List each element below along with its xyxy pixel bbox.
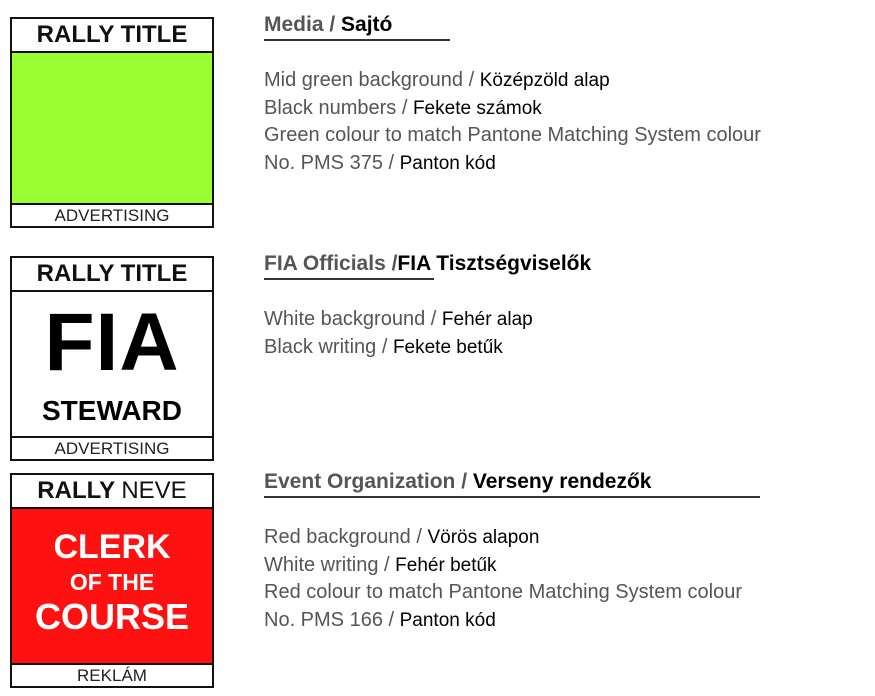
- clerk-badge: [10, 473, 214, 688]
- line-hu: Vörös alapon: [427, 527, 540, 548]
- heading-en: FIA Officials /: [264, 252, 398, 275]
- badge-top-en: RALLY: [37, 477, 115, 504]
- role-line-1: CLERK: [53, 528, 171, 566]
- description-line: [264, 524, 865, 552]
- heading-hu: FIA Tisztségviselők: [397, 252, 592, 275]
- white-panel: [12, 292, 212, 436]
- description-lines: [264, 67, 865, 177]
- description-lines: [264, 524, 865, 634]
- description-lines: [264, 306, 865, 361]
- role-line-2: OF THE: [69, 569, 155, 595]
- description-line: [264, 334, 865, 362]
- badge-top-label: RALLY TITLE: [12, 19, 212, 53]
- section-heading: [264, 12, 865, 38]
- role-line-3: COURSE: [34, 596, 190, 637]
- line-hu: Fehér betűk: [395, 554, 497, 576]
- fia-officials-section: [264, 251, 865, 361]
- role-label: STEWARD: [42, 395, 182, 426]
- description-line: [264, 95, 865, 123]
- line-en: White writing /: [264, 553, 390, 576]
- description-line: [264, 579, 865, 607]
- line-hu: Fekete számok: [412, 97, 542, 119]
- description-line: [264, 552, 865, 580]
- line-en: Red colour to match Pantone Matching System colour: [264, 581, 743, 603]
- line-hu: Panton kód: [399, 152, 496, 174]
- event-organization-section: [264, 469, 865, 634]
- line-en: White background /: [264, 308, 437, 330]
- line-en: Red background /: [264, 526, 422, 548]
- line-hu: Középzöld alap: [479, 70, 610, 91]
- badge-top-hu: NEVE: [121, 477, 187, 504]
- heading-underline: [264, 278, 434, 280]
- heading-en: Media /: [264, 13, 336, 36]
- fia-logo-text: FIA: [44, 297, 180, 388]
- line-en: Green colour to match Pantone Matching System colour: [264, 124, 761, 146]
- badge-top-label: RALLY TITLE: [12, 258, 212, 292]
- description-line: [264, 607, 865, 635]
- media-section: [264, 12, 865, 177]
- line-hu: Fekete betűk: [392, 336, 503, 358]
- heading-underline: [264, 496, 760, 498]
- line-en: No. PMS 166 /: [264, 608, 395, 631]
- badge-bottom-label: ADVERTISING: [12, 203, 212, 226]
- description-line: [264, 150, 865, 178]
- line-en: No. PMS 375 /: [264, 151, 395, 174]
- heading-hu: Sajtó: [341, 13, 393, 36]
- media-badge: [10, 17, 214, 228]
- heading-hu: Verseny rendezők: [472, 470, 652, 493]
- heading-underline: [264, 39, 450, 41]
- badge-bottom-label: REKLÁM: [12, 663, 212, 686]
- line-hu: Panton kód: [399, 609, 496, 631]
- line-en: Black writing /: [264, 335, 388, 358]
- line-en: Mid green background /: [264, 69, 475, 91]
- badge-top-label: [12, 475, 212, 509]
- green-swatch: [12, 53, 212, 203]
- heading-en: Event Organization /: [264, 470, 468, 493]
- badge-bottom-label: ADVERTISING: [12, 436, 212, 459]
- description-line: [264, 122, 865, 150]
- red-panel: [12, 509, 212, 663]
- description-line: [264, 306, 865, 334]
- line-en: Black numbers /: [264, 96, 408, 119]
- section-heading: [264, 469, 865, 495]
- section-heading: [264, 251, 865, 277]
- description-line: [264, 67, 865, 95]
- fia-steward-badge: [10, 256, 214, 461]
- line-hu: Fehér alap: [441, 309, 533, 330]
